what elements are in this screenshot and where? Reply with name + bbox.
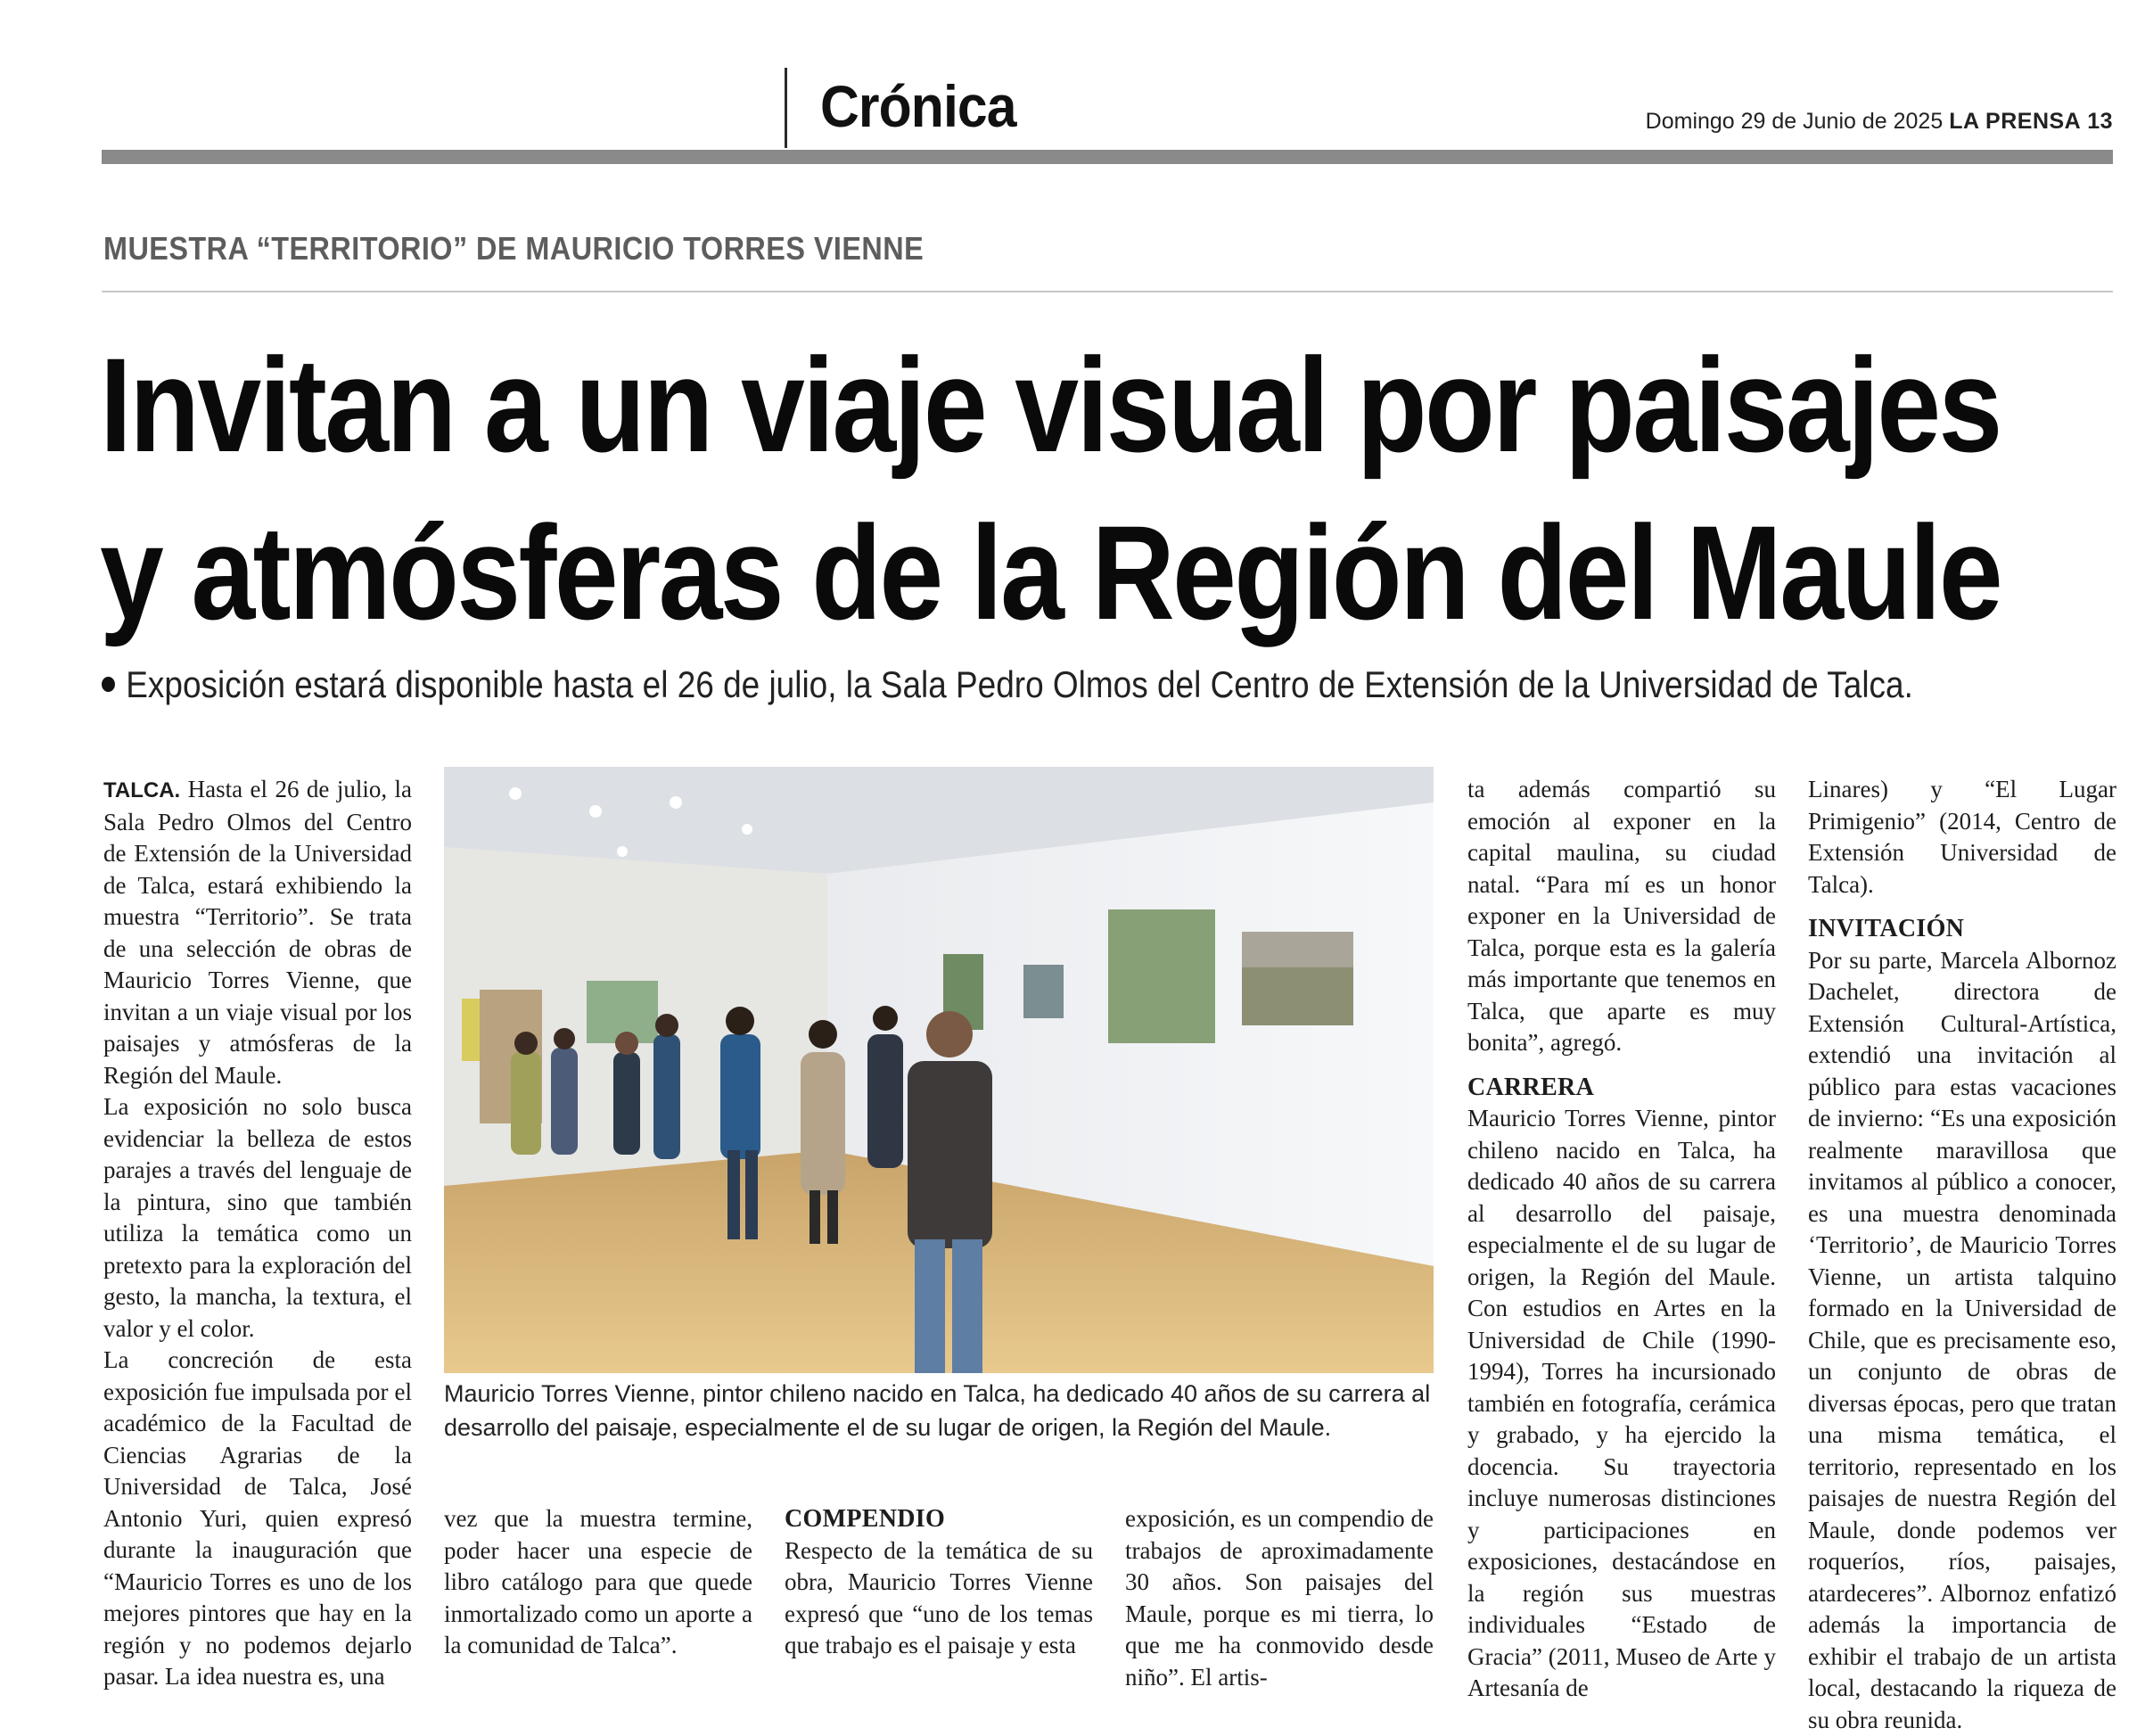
header-rule [102, 150, 2113, 164]
paragraph: ta además compartió su emoción al exponer en la capital maulina, su ciudad natal. “Para mí es un honor exponer en la Universidad de Talca, porque esta es la galería más importante que tenemos en Talca, que aparte es muy bonita”, agregó. [1467, 774, 1776, 1059]
gallery-photo [444, 767, 1434, 1373]
newspaper-name: LA PRENSA [1949, 109, 2081, 134]
bullet-icon [102, 677, 115, 692]
article-column-2 [444, 1503, 752, 1662]
headline-line-1: Invitan a un viaje visual por paisajes [100, 321, 1863, 489]
paragraph: vez que la muestra termine, poder hacer una especie de libro catálogo para que quede inmortalizado como un aporte a la comunidad de Talca”. [444, 1503, 752, 1662]
paragraph: Linares) y “El Lugar Primigenio” (2014, Centro de Extensión Universidad de Talca). [1808, 774, 2116, 901]
paragraph: exposición, es un compendio de trabajos de aproximadamente 30 años. Son paisajes del Maule, porque es mi tierra, lo que me ha conmovido desde niño”. El artis- [1125, 1503, 1434, 1693]
headline [100, 321, 2145, 656]
article-column-3b [1125, 1503, 1434, 1693]
subheading-compendio: COMPENDIO [785, 1503, 1093, 1535]
paragraph: Por su parte, Marcela Albornoz Dachelet, directora de Extensión Cultural-Artística, extendió una invitación al público para estas vacaciones de invierno: “Es una exposición realmente maravillosa que invitamos al público a conocer, es una muestra denominada ‘Territorio’, de Mauricio Torres Vienne, un artista talquino formado en la Universidad de Chile, que es precisamente eso, un conjunto de obras de diversas épocas, pero que tratan una misma temática, el territorio, representado en los paisajes de nuestra Región del Maule, donde podemos ver roqueríos, ríos, paisajes, atardeceres”. Albornoz enfatizó además la importancia de exhibir el trabajo de un artista local, destacando la riqueza de su obra reunida. [1808, 945, 2116, 1736]
page-number: 13 [2087, 109, 2113, 134]
gallery-photo-illustration [444, 767, 1434, 1373]
dateline-city: TALCA. [103, 778, 180, 802]
paragraph: Hasta el 26 de julio, la Sala Pedro Olmos del Centro de Extensión de la Universidad de Talca, estará exhibiendo la muestra “Territorio”. Se trata de una selección de obras de Mauricio Torres Vienne, que invitan a un viaje visual por los paisajes y atmósferas de la Región del Maule. [103, 776, 412, 1089]
paragraph: La exposición no solo busca evidenciar la belleza de estos parajes a través del lenguaje de la pintura, sino que también utiliza la temática como un pretexto para la exploración del gesto, la mancha, la textura, el valor y el color. [103, 1091, 412, 1345]
subheading-invitacion: INVITACIÓN [1808, 913, 2116, 945]
headline-line-2: y atmósferas de la Región del Maule [100, 489, 1863, 656]
kicker-rule [102, 291, 2113, 292]
subheading-carrera: CARRERA [1467, 1072, 1776, 1104]
article-column-4 [1467, 774, 1776, 1705]
kicker: MUESTRA “TERRITORIO” DE MAURICIO TORRES VIENNE [103, 230, 924, 267]
issue-date: Domingo 29 de Junio de 2025 [1646, 109, 1944, 134]
section-title: Crónica [820, 77, 1016, 136]
paragraph: La concreción de esta exposición fue impulsada por el académico de la Facultad de Ciencias Agrarias de la Universidad de Talca, José Antonio Yuri, quien expresó durante la inauguración que “Mauricio Torres es uno de los mejores pintores que hay en la región y no podemos dejarlo pasar. La idea nuestra es, una [103, 1345, 412, 1693]
subheadline [102, 663, 1913, 706]
article-column-3 [785, 1503, 1093, 1662]
paragraph: Respecto de la temática de su obra, Mauricio Torres Vienne expresó que “uno de los temas que trabajo es el paisaje y esta [785, 1535, 1093, 1662]
article-column-1 [103, 774, 412, 1693]
paragraph: Mauricio Torres Vienne, pintor chileno nacido en Talca, ha dedicado 40 años de su carrera al desarrollo del paisaje, especialmente el de su lugar de origen, la Región del Maule. Con estudios en Artes en la Universidad de Chile (1990-1994), Torres ha incursionado también en fotografía, cerámica y grabado, y ha ejercido la docencia. Su trayectoria incluye numerosas distinciones y participaciones en exposiciones, destacándose en la región sus muestras individuales “Estado de Gracia” (2011, Museo de Arte y Artesanía de [1467, 1103, 1776, 1705]
subheadline-text: Exposición estará disponible hasta el 26 de julio, la Sala Pedro Olmos del Centro de Extensión de la Universidad de Talca. [126, 663, 1913, 705]
dateline [1646, 109, 2113, 135]
photo-caption: Mauricio Torres Vienne, pintor chileno nacido en Talca, ha dedicado 40 años de su carrera al desarrollo del paisaje, especialmente el de su lugar de origen, la Región del Maule. [444, 1377, 1442, 1444]
article-column-5 [1808, 774, 2116, 1736]
header-divider [785, 68, 787, 148]
